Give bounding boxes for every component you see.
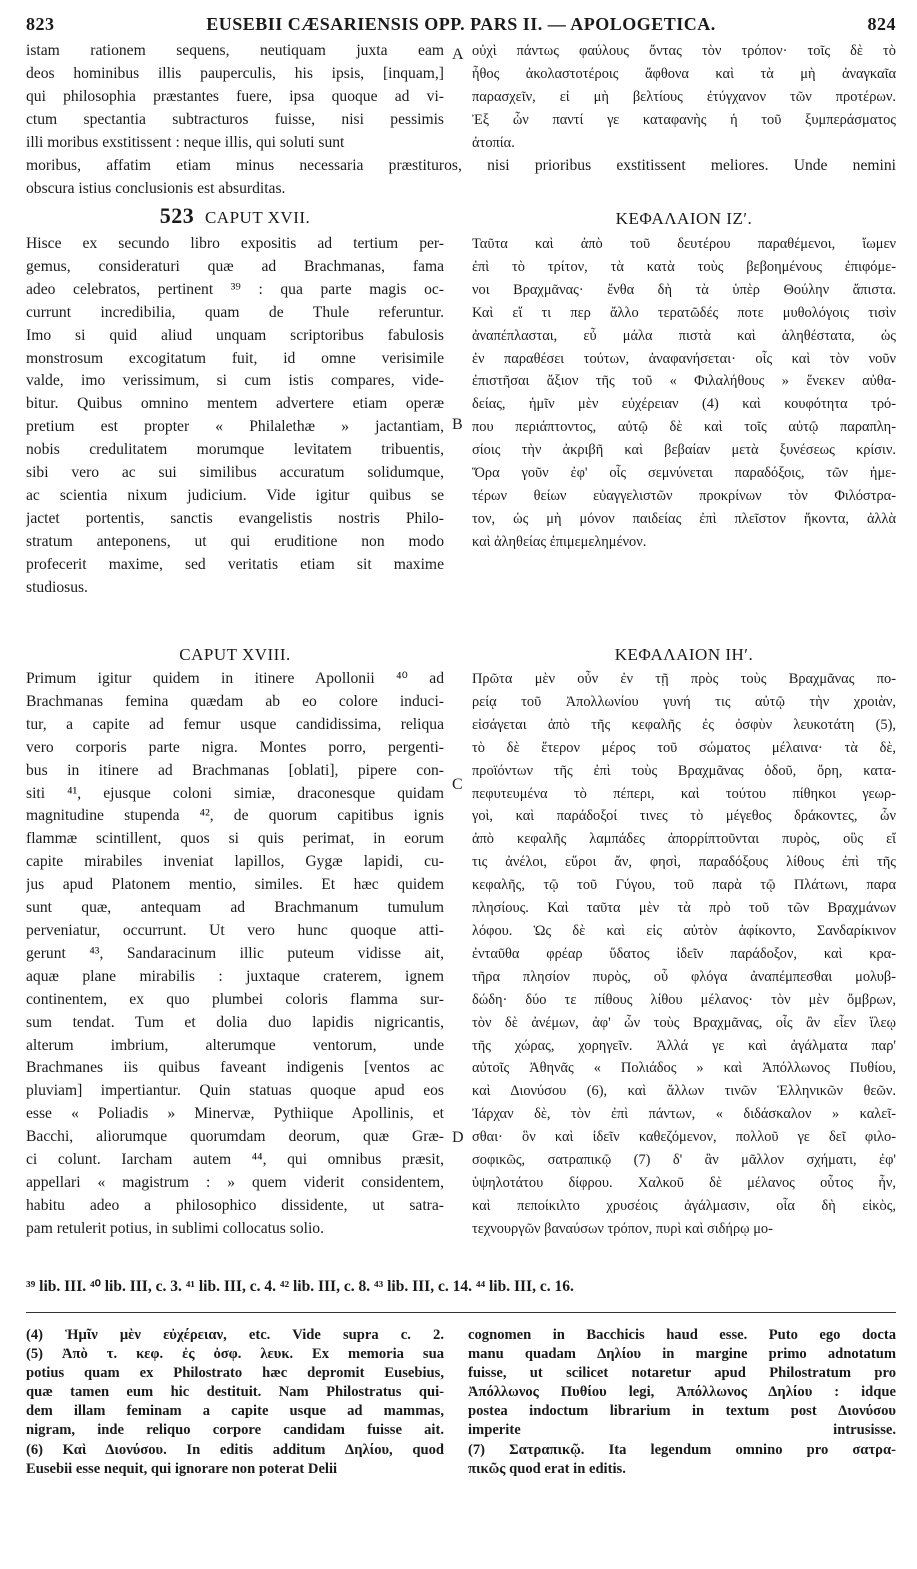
footnote-line: imperite intrusisse. [468, 1422, 896, 1439]
greek-text-line: αὐτοῖς Ἀθηνᾶς « Πολιάδος » καὶ Ἀπόλλωνος Πυθίου, [472, 1060, 896, 1077]
latin-text-line: esse « Poliadis » Minervæ, Pythiique Apollinis, et [26, 1105, 444, 1123]
latin-text-line: sunt quæ, antequam ad Brachmanum tumulum [26, 899, 444, 917]
footnote-divider [26, 1312, 896, 1313]
latin-text-line: jactet portentis, sanctis evangelistis nostris Philo- [26, 509, 444, 527]
greek-text-line: ἐπὶ τὸ τρίτον, τὰ κατὰ τοὺς βεβοημένους ἐπιφόμε- [472, 258, 896, 275]
latin-text-line: nobis credulitatem morumque levitatem tribuentis, [26, 441, 444, 459]
latin-text-line: sibi vero ac sui similibus accuratum solidumque, [26, 464, 444, 482]
footnote-line: manu quadam Δηλίου in margine primo adnotatum [468, 1346, 896, 1363]
greek-text-line: ἐπιστῆσαι ἄξιον τῆς τοῦ « Φιλαλήθους » ἕνεκεν αὐθα- [472, 373, 896, 390]
greek-text-line: γοὶ, καὶ παράδοξοί τινες τὸ μέγεθος δράκοντες, ὧν [472, 808, 896, 825]
greek-chapter-heading-18: ΚΕΦΑΛΑΙΟΝ ΙΗʹ. [614, 645, 754, 664]
latin-text-line: ci colunt. Iarcham autem ⁴⁴, qui omnibus præsit, [26, 1151, 444, 1169]
greek-text-line: εἰσάγεται ἀπὸ τῆς κεφαλῆς ἐς ὀσφὺν λευκοτάτη (5), [472, 716, 896, 733]
greek-text-line: ὑψηλοτάτου δίφρου. Χαλκοῦ δὲ μέλανος οὗτος ἦν, [472, 1174, 896, 1191]
footnote-line: πικῶς quod erat in editis. [468, 1460, 626, 1477]
latin-chapter-heading-18: CAPUT XVIII. [179, 645, 291, 664]
greek-column-section3 [472, 668, 896, 1241]
greek-text-line: Ὅρα γοῦν ἐφ' οἷς σεμνύνεται παραδόξοις, τῶν ἡμε- [472, 465, 896, 482]
latin-text-line: Imo si quid aliud unquam scriptoribus fabulosis [26, 326, 444, 344]
footnote-line: cognomen in Bacchicis haud esse. Puto ego docta [468, 1327, 896, 1343]
greek-text-line: Καὶ εἴ τι περ ἄλλο τερατῶδές ποτε μυθολόγοις τισὶν [472, 304, 896, 321]
page-number-left: 823 [26, 14, 55, 34]
latin-text-line: pluviam] impertiantur. Quin statuas quoque apud eos [26, 1082, 444, 1100]
greek-text-line: τις ἀνέλοι, εὕροι ἄν, φησὶ, παραδόξους λίθους ἐπὶ τῆς [472, 854, 896, 871]
latin-chapter-heading-17 [26, 205, 444, 230]
footnote-line: (6) Καὶ Διονύσου. In editis additum Δηλίου, quod [26, 1441, 444, 1458]
latin-text-line: Bacchi, aliorumque quorumdam deorum, quæ Græ- [26, 1128, 444, 1146]
greek-text-line: ἦθος ἀκολαστοτέροις ἄφθονα καὶ τὰ μὴ ἀναγκαῖα [472, 65, 896, 82]
greek-text-line: καὶ Διονύσου (6), καὶ ἄλλων τινῶν Ἑλληνικῶν θεῶν. [472, 1083, 896, 1100]
greek-text-line: κεφαλῆς, τῷ τοῦ Γύγου, τοῦ παρὰ τῷ Πλάτωνι, παρα [472, 877, 896, 894]
margin-marker-c: C [452, 776, 463, 793]
footnote-line: Ἀπόλλωνος Πυθίου legi, Ἀπόλλωνος Δηλίου : idque [468, 1384, 896, 1401]
greek-text-line: σίοις τὴν ἀκριβῆ καὶ βεβαίαν μετὰ ξυνέσεως κρίσιν. [472, 442, 896, 459]
latin-text-line: continentem, ex quo plumbei coloris flamma sur- [26, 990, 444, 1008]
latin-text-line: Hisce ex secundo libro expositis ad tertium per- [26, 235, 444, 252]
greek-text-line: τῆρα πλησίον πυρὸς, οὗ φλόγα ἀναπέμπεσθαι μολυβ- [472, 968, 896, 985]
greek-text-line: ἀπὸ κεφαλῆς λαμπάδες ἀπορρίπτοῦνται πυρὸς, οὓς εἴ [472, 831, 896, 848]
latin-text-line: ac scientia nixum judicium. Vide igitur quibus se [26, 486, 444, 504]
greek-text-line: πλησίους. Καὶ ταῦτα μὲν τὰ πρὸ τοῦ τῶν Βραχμάνων [472, 900, 896, 917]
latin-text-line: bus in itinere ad Brachmanas [oblati], pipere con- [26, 761, 444, 779]
greek-text-line: Ταῦτα καὶ ἀπὸ τοῦ δευτέρου παραθέμενοι, ἴωμεν [472, 236, 896, 252]
greek-text-line: σθαι· ὃν καὶ ἰδεῖν καθεζόμενον, πολλοῦ γε δεῖ φιλο- [472, 1129, 896, 1146]
greek-column-section1 [472, 40, 896, 155]
greek-text-line: ἐνταῦθα φρέαρ ὕδατος ἰδεῖν παράδοξον, καὶ κρα- [472, 945, 896, 962]
latin-text-line: gerunt ⁴³, Sandaracinum illic puteum vidisse ait, [26, 944, 444, 962]
latin-text-line: siti ⁴¹, ejusque coloni simiæ, draconesque quidam [26, 784, 444, 802]
full-width-text [26, 155, 896, 201]
greek-text-line: Ἰάρχαν δὲ, τὸν ἐπὶ πάντων, « διδάσκαλον » καλεῖ- [472, 1106, 896, 1123]
latin-column-section1 [26, 40, 444, 155]
greek-text-line: παρασχεῖν, εἰ μὴ βελτίους ἐτύγχανον τῶν προτέρων. [472, 88, 896, 105]
greek-text-line: νοι Βραχμᾶνας· ἔνθα δὴ τὰ ὑπὲρ Θούλην ἄπιστα. [472, 281, 896, 298]
latin-text-line: habitu adeo a philosophico dissidente, ut satra- [26, 1196, 444, 1214]
latin-text-line: qui philosophia præstantes fuere, ipsa quoque ad vi- [26, 87, 444, 105]
footnote-line: Eusebii esse nequit, qui ignorare non poterat Delii [26, 1460, 338, 1477]
greek-text-line: τὸ δὲ ἕτερον μέρος τοῦ σώματος μέλαινα· τὰ δὲ, [472, 739, 896, 756]
greek-text-line: τεχνουργῶν βαναύσων τρόπον, πυρὶ καὶ σιδήρῳ μο- [472, 1220, 773, 1237]
latin-text-line: aquæ plane mirabilis : juxtaque craterem, ignem [26, 967, 444, 985]
latin-text-line: gemus, consideraturi quæ ad Brachmanas, fama [26, 257, 444, 275]
greek-text-line: ἐν παραθέσει τούτων, ἀναφανήσεται· οἷς καὶ τὸν νοῦν [472, 350, 896, 367]
latin-text-line: perveniatur, occurrunt. Ut vero hunc quoque atti- [26, 921, 444, 939]
footnote-line: nigram, inde reliquo corpore candidam fuisse ait. [26, 1422, 444, 1439]
greek-text-line: που περιάπτοντος, αὐτῷ δὲ καὶ τοῖς αὐτῷ παραπλη- [472, 419, 896, 436]
greek-text-line: Πρῶτα μὲν οὖν ἐν τῇ πρὸς τοὺς Βραχμᾶνας πο- [472, 671, 896, 687]
greek-chapter-heading-17: ΚΕΦΑΛΑΙΟΝ ΙΖʹ. [615, 209, 753, 228]
latin-column-section3 [26, 668, 444, 1241]
latin-text-line: vero corporis parte nigra. Montes porro, pergenti- [26, 738, 444, 756]
footnote-line: (4) Ἡμῖν μὲν εὐχέρειαν, etc. Vide supra c. 2. [26, 1327, 444, 1343]
greek-text-line: προϊόντων τῆς ἐπὶ τοὺς Βραχμᾶνας ὁδοῦ, ὄρη, κατα- [472, 762, 896, 779]
greek-text-line: τῆς χώρας, χορηγεῖν. Ἀλλά γε καὶ ἀγάλματα παρ' [472, 1037, 896, 1054]
latin-text-line: currunt incredibilia, quam de Thule referuntur. [26, 303, 444, 321]
footnote-line: quæ tamen eum hic destituit. Nam Philostratus qui- [26, 1384, 444, 1401]
greek-text-line: καὶ ἀληθείας ἐπιμεμελημένον. [472, 533, 647, 550]
greek-text-line: τὸν δὲ ἀνέμων, ἀφ' ὧν τοὺς Βραχμᾶνας, οἷς ἂν εἶεν ἵλεῳ [472, 1014, 896, 1031]
latin-text-line: alterum imbrium, alterumque ventorum, unde [26, 1036, 444, 1054]
latin-text-line: stratum anteponens, ut qui eruditione non modo [26, 532, 444, 550]
latin-text-line: bitur. Quibus omnino mentem advertere etiam operæ [26, 395, 444, 413]
latin-text-line: Primum igitur quidem in itinere Apollonii ⁴⁰ ad [26, 670, 444, 687]
latin-text-line: Brachmanas femina quædam ab eo colore induci- [26, 692, 444, 710]
greek-text-line: καὶ πεποίκιλτο χρυσέοις ἀγάλμασιν, οἷα δὴ εἰκὸς, [472, 1197, 896, 1214]
latin-text-line: jus apud Platonem mentio, similes. Et hæc quidem [26, 876, 444, 894]
reference-notes: ³⁹ lib. III. ⁴⁰ lib. III, c. 3. ⁴¹ lib. III, c. 4. ⁴² lib. III, c. 8. ⁴³ lib. III, c. 14. ⁴⁴ lib. III, c. 16. [26, 1278, 574, 1295]
latin-text-line: istam rationem sequens, neutiquam juxta eam [26, 42, 444, 59]
latin-text-line: capite mirabiles inveniat lapillos, Gygæ lapidi, cu- [26, 853, 444, 871]
greek-text-line: τέρων θείων εὐαγγελιστῶν προκρίνων τὸν Φιλόστρα- [472, 487, 896, 504]
greek-text-line: Ἐξ ὧν παντί γε καταφανὴς ἡ τοῦ ξυμπεράσματος [472, 111, 896, 128]
footnote-line: potius quam ex Philostrato hæc depromit Eusebius, [26, 1365, 444, 1382]
footnote-line: (7) Σατραπικῷ. Ita legendum omnino pro σατρα- [468, 1441, 896, 1458]
latin-text-line: magnitudine stupenda ⁴², de quorum capitibus ignis [26, 807, 444, 825]
greek-text-line: ἀναπέπλασται, εὖ μάλα πιστὰ καὶ ἀληθέστατα, ὡς [472, 327, 896, 344]
latin-text-line: illi moribus exstitissent : neque illis, qui soluti sunt [26, 133, 345, 151]
latin-text-line: pam retulerit potius, in sublimi collocatus solio. [26, 1219, 324, 1237]
greek-text-line: λόφου. Ὡς δὲ καὶ εἰς αὐτὸν ἀφίκοντο, Σανδαρίκινον [472, 922, 896, 939]
greek-column-section2 [472, 233, 896, 554]
latin-text-line: deos hominibus illis pauperculis, his ipsis, [inquam,] [26, 64, 444, 82]
latin-text-line: tur, a capite ad femur usque candidissima, reliqua [26, 715, 444, 733]
running-title: EUSEBII CÆSARIENSIS OPP. PARS II. — APOLOGETICA. [206, 14, 716, 34]
latin-text-line: studiosus. [26, 578, 88, 596]
footnotes-left-column [26, 1326, 444, 1479]
chapter-section-number: 523 [159, 203, 195, 228]
full-width-text-line: moribus, affatim etiam minus necessaria præstituros, nisi prioribus exstitissent meliores. Unde nemini [26, 157, 896, 174]
greek-text-line: σοφικῶς, σατραπικῷ (7) δ' ἂν μᾶλλον σχήματι, ἐφ' [472, 1152, 896, 1169]
running-header [26, 14, 896, 38]
page-number-right: 824 [867, 14, 896, 34]
latin-text-line: sum tendat. Tum et dolia duo lapidis nigricantis, [26, 1013, 444, 1031]
margin-marker-b: B [452, 416, 463, 433]
latin-chapter-title: CAPUT XVII. [204, 208, 311, 227]
latin-text-line: valde, imo verissimum, si cum istis compares, vide- [26, 372, 444, 390]
latin-text-line: ctum spectantia subtracturos fuisse, nisi pessimis [26, 110, 444, 128]
footnotes-right-column [468, 1326, 896, 1479]
full-width-text-line: obscura istius conclusionis est absurditas. [26, 179, 286, 197]
latin-text-line: adeo celebratos, pertinent ³⁹ : qua parte magis oc- [26, 280, 444, 298]
greek-text-line: τον, ὡς μὴ μόνον παιδείας ἐπὶ πλεῖστον ἥκοντα, ἀλλὰ [472, 510, 896, 527]
footnote-line: postea indoctum librarium in textum post Διονύσου [468, 1403, 896, 1420]
margin-marker-a: A [452, 46, 464, 63]
latin-text-line: profecerit maxime, sed veritatis etiam sit maxime [26, 555, 444, 573]
latin-text-line: pretium est propter « Philalethæ » jactantiam, [26, 418, 444, 436]
footnote-line: dem illam feminam a capite usque ad mammas, [26, 1403, 444, 1420]
latin-text-line: Brachmanes iis quibus faveant indigenis [ventos ac [26, 1059, 444, 1077]
footnote-line: fuisse, ut scilicet notaretur apud Philostratum pro [468, 1365, 896, 1382]
latin-text-line: appellari « magistrum : » quem viderit considentem, [26, 1173, 444, 1191]
greek-text-line: ρείᾳ τοῦ Ἀπολλωνίου γυνή τις αὐτῷ τὴν χροιὰν, [472, 693, 896, 710]
greek-text-line: πεφυτευμένα τὸ πέπερι, καὶ τούτου πίθηκοι γεωρ- [472, 785, 896, 802]
greek-text-line: δείας, ἡμῖν μὲν εὐχέρειαν (4) καὶ κουφότητα τρό- [472, 396, 896, 413]
latin-text-line: monstrosum excogitatum fuit, id omne verisimile [26, 349, 444, 367]
margin-marker-d: D [452, 1129, 464, 1146]
latin-column-section2 [26, 233, 444, 600]
latin-text-line: flammæ scintillent, quos si quis perimat, in eorum [26, 830, 444, 848]
greek-text-line: οὐχὶ πάντως φαύλους ὄντας τὸν τρόπον· τοῖς δὲ τὸ [472, 43, 896, 59]
footnote-line: (5) Ἀπὸ τ. κεφ. ἐς ὀσφ. λευκ. Ex memoria sua [26, 1346, 444, 1363]
greek-text-line: δώδη· δύο τε πίθους λίθου μέλανος· τὸν μὲν ὄμβρων, [472, 991, 896, 1008]
greek-text-line: ἀτοπία. [472, 134, 515, 151]
